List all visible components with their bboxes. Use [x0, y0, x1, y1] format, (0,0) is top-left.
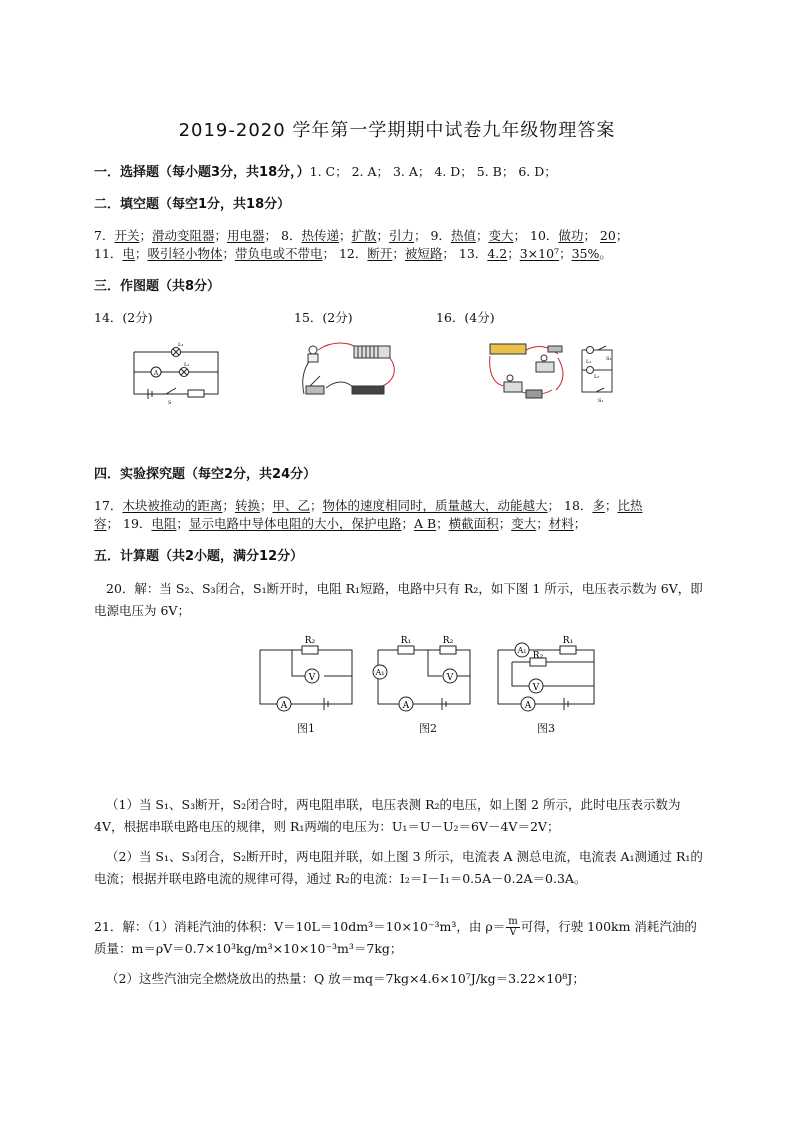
q21-part-1-a: 21．解：（1）消耗汽油的体积：V＝10L＝10dm³＝10×10⁻³m³，由 ρ＝	[94, 919, 506, 934]
fig1-r2-label: R₂	[304, 636, 316, 646]
answer-separator: ；	[604, 498, 618, 513]
answer-blank: 电	[122, 246, 135, 261]
answer-blank: 变大	[511, 516, 537, 531]
answer-blank: 转换	[234, 498, 260, 513]
answer-separator: ； 13．	[442, 246, 488, 261]
answer-separator: ；	[436, 516, 449, 531]
q15-physical-circuit	[296, 336, 404, 404]
fig2-ammeter-label: A	[402, 701, 410, 711]
answer-separator: ；	[401, 516, 414, 531]
answer-blank: 甲、乙	[272, 498, 310, 513]
answer-separator: ；	[615, 228, 629, 243]
section-experiment-heading	[94, 464, 704, 485]
answer-blank: 带负电或不带电	[234, 246, 323, 261]
fraction-numerator: m	[508, 916, 518, 927]
answer-blank: 滑动变阻器	[151, 228, 215, 243]
answer-blank: 材料	[548, 516, 574, 531]
fig2-ammeter-a1-label: A₁	[375, 668, 385, 677]
ammeter-label: A	[153, 370, 159, 377]
answer-blank: 3×10⁷	[519, 246, 560, 261]
q20-intro: 20．解：当 S₂、S₃闭合，S₁断开时，电阻 R₁短路，电路中只有 R₂，如下图 1 所示，电压表示数为 6V，即电源电压为 6V；	[94, 581, 703, 618]
switch-s2-label: S₂	[606, 356, 612, 362]
q14-circuit-diagram	[128, 338, 224, 406]
answer-separator: 。	[599, 246, 612, 261]
answer-blank: 扩散	[351, 228, 377, 243]
fraction-denominator: V	[509, 927, 517, 938]
q16-label: 16．(4分)	[436, 310, 495, 325]
answer-blank: 做功	[558, 228, 584, 243]
lamp-l1-label: L₁	[184, 362, 190, 368]
answer-blank: 物体的速度相同时，质量越大，动能越大	[322, 498, 548, 513]
q21-part-2: （2）这些汽油完全燃烧放出的热量：Q 放＝mq＝7kg×4.6×10⁷J/kg＝3.22×10⁸J；	[106, 971, 585, 986]
fig2-r1-label: R₁	[400, 636, 412, 646]
section-calculation-heading-text: 五．计算题（共2小题，满分12分）	[94, 549, 304, 564]
answer-blank: 4.2	[487, 246, 508, 261]
fill-answers-line-2	[94, 244, 704, 264]
fig3-ammeter-label: A	[524, 701, 532, 711]
fig3-voltmeter-label: V	[532, 683, 540, 693]
answer-blank: 显示电路中导体电阻的大小，保护电路	[188, 516, 402, 531]
section-fill-heading	[94, 194, 704, 215]
answer-separator: ；	[536, 516, 549, 531]
fig2-r2-label: R₂	[442, 636, 454, 646]
answer-blank: 35%	[571, 246, 600, 261]
answer-blank: A B	[413, 516, 437, 531]
fill-answers-line-1	[94, 226, 704, 246]
answer-separator: ； 12．	[322, 246, 368, 261]
switch-label: S	[168, 400, 172, 406]
answer-separator: ；	[309, 498, 323, 513]
lamp-l2-label: L₂	[178, 342, 184, 348]
answer-separator: 7．	[94, 228, 115, 243]
answer-blank: 变大	[488, 228, 514, 243]
q21-part-1	[94, 916, 704, 960]
answer-blank: 比热	[617, 498, 643, 513]
answer-separator: ；	[507, 246, 520, 261]
section-choice-heading: 一．选择题（每小题3分，共18分，）	[94, 165, 310, 180]
answer-separator: ；	[559, 246, 572, 261]
lamp-l2-schematic-label: L₂	[594, 374, 600, 380]
density-fraction	[506, 917, 519, 938]
answer-blank: 引力	[389, 228, 415, 243]
fig2-voltmeter-label: V	[446, 673, 454, 683]
answer-separator: ； 18．	[547, 498, 593, 513]
answer-blank: 断开	[367, 246, 393, 261]
answer-separator: ； 10．	[513, 228, 559, 243]
fig3-ammeter-a1-label: A₁	[517, 646, 527, 655]
answer-separator: ；	[222, 246, 235, 261]
switch-s1-label: S₁	[598, 398, 604, 404]
answer-separator: ；	[376, 228, 390, 243]
answer-blank: 多	[592, 498, 605, 513]
q15-label: 15．(2分)	[294, 310, 353, 325]
experiment-answers-line-1	[94, 496, 704, 516]
q20-part-1: （1）当 S₁、S₃断开，S₂闭合时，两电阻串联，电压表测 R₂的电压，如上图 2 所示，此时电压表示数为 4V，根据串联电路电压的规律，则 R₁两端的电压为：U₁＝U－U₂＝6V－4V＝2V；	[94, 797, 681, 834]
figure-1-caption: 图1	[297, 722, 315, 735]
answer-blank: 木块被推动的距离	[122, 498, 223, 513]
answer-separator: ；	[392, 246, 405, 261]
answer-blank: 电阻	[151, 516, 177, 531]
answer-separator: 17．	[94, 498, 123, 513]
section-calculation-heading	[94, 546, 704, 567]
answer-separator: ；	[338, 228, 352, 243]
answer-blank: 20	[599, 228, 616, 243]
answer-separator: ；	[583, 228, 600, 243]
choice-answers: 1. C； 2. A； 3. A； 4. D； 5. B； 6. D；	[309, 164, 557, 179]
answer-separator: ；	[476, 228, 489, 243]
figure-3-circuit	[494, 632, 598, 714]
figure-2-circuit	[370, 632, 474, 714]
answer-blank: 开关	[114, 228, 140, 243]
lamp-l1-schematic-label: L₁	[586, 359, 592, 365]
experiment-answers-line-2	[94, 514, 704, 534]
figure-1-circuit	[256, 632, 356, 714]
answer-blank: 用电器	[227, 228, 265, 243]
q20-part-2: （2）当 S₁、S₃闭合，S₂断开时，两电阻并联，如上图 3 所示，电流表 A 测总电流，电流表 A₁测通过 R₁的电流；根据并联电路电流的规律可得，通过 R₂的电流：I₂＝I－I₁＝0.5A－0.2A＝0.3A。	[94, 849, 703, 886]
section-experiment-heading-text: 四．实验探究题（每空2分，共24分）	[94, 467, 317, 482]
answer-separator: ；	[139, 228, 152, 243]
figure-3-caption: 图3	[537, 722, 555, 735]
answer-blank: 横截面积	[448, 516, 499, 531]
answer-separator: ；	[134, 246, 148, 261]
answer-separator: ；	[176, 516, 189, 531]
answer-separator: ；	[498, 516, 512, 531]
answer-separator: ；	[573, 516, 587, 531]
section-drawing-heading	[94, 276, 704, 297]
fig1-ammeter-label: A	[280, 701, 288, 711]
answer-separator: ；	[214, 228, 228, 243]
answer-separator: ； 9．	[414, 228, 451, 243]
page-title: 2019-2020 学年第一学期期中试卷九年级物理答案	[178, 120, 616, 141]
answer-blank: 热传递	[301, 228, 339, 243]
answer-separator: ； 19．	[106, 516, 152, 531]
answer-separator: ； 8．	[264, 228, 302, 243]
figure-2-caption: 图2	[419, 722, 437, 735]
answer-blank: 容	[94, 516, 107, 531]
fig1-voltmeter-label: V	[308, 673, 316, 683]
fig3-r1-label: R₁	[562, 636, 574, 646]
answer-blank: 吸引轻小物体	[147, 246, 223, 261]
answer-blank: 热值	[450, 228, 476, 243]
answer-separator: 11．	[94, 246, 123, 261]
answer-separator: ；	[222, 498, 235, 513]
section-choice	[94, 162, 704, 183]
section-fill-heading-text: 二．填空题（每空1分，共18分）	[94, 197, 291, 212]
fig3-r2-label: R₂	[532, 651, 544, 661]
q16-physical-and-schematic	[486, 336, 616, 406]
q14-label: 14．(2分)	[94, 310, 153, 325]
answer-separator: ；	[259, 498, 273, 513]
section-drawing-heading-text: 三．作图题（共8分）	[94, 279, 221, 294]
q21-part-1-b: 可得，行驶 100km 消耗汽油的质量：m＝ρV＝0.7×10³kg/m³×10×10⁻³m³＝7kg；	[94, 919, 697, 956]
answer-blank: 被短路	[404, 246, 443, 261]
